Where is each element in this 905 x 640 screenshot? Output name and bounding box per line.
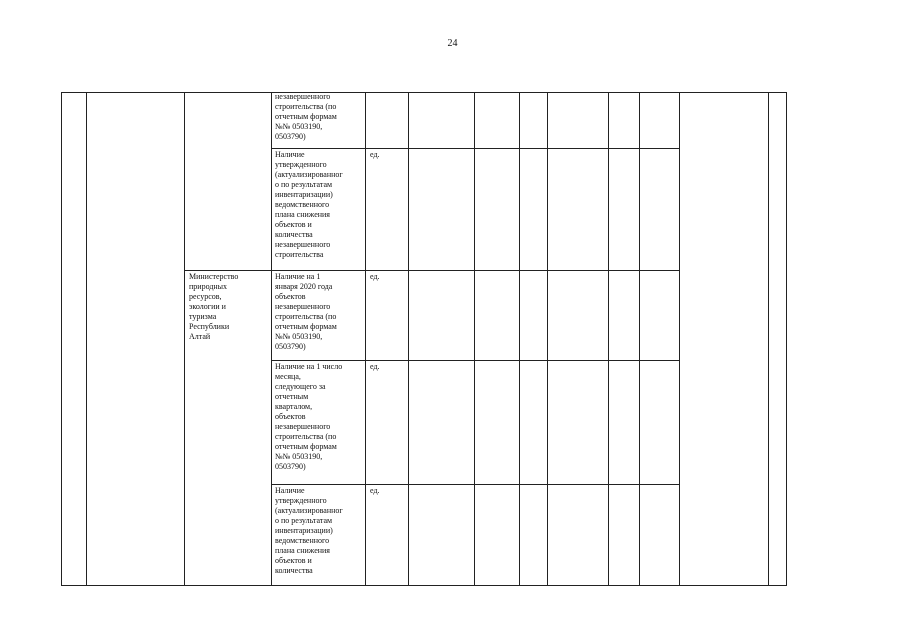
column-border: [768, 92, 769, 586]
unit-cell: ед.: [370, 150, 380, 159]
column-border: [639, 92, 640, 586]
column-border: [365, 92, 366, 586]
column-border: [184, 92, 185, 586]
column-border: [474, 92, 475, 586]
row-divider: [184, 270, 679, 271]
indicator-cell: Наличие на 1 число месяца, следующего за отчетным кварталом, объектов незавершенного строительства (по отчетным формам №№ 0503190, 0503790): [275, 362, 343, 471]
row-divider: [271, 360, 679, 361]
indicator-cell: незавершенного строительства (по отчетным формам №№ 0503190, 0503790): [275, 92, 337, 141]
column-border: [547, 92, 548, 586]
column-border: [519, 92, 520, 586]
column-border: [86, 92, 87, 586]
column-border: [271, 92, 272, 586]
indicator-cell: Наличие утвержденного (актуализированног о по результатам инвентаризации) ведомственного плана снижения объектов и количества: [275, 486, 343, 575]
column-border: [679, 92, 680, 586]
table-top-border: [61, 92, 786, 93]
indicator-cell: Наличие на 1 января 2020 года объектов незавершенного строительства (по отчетным формам №№ 0503190, 0503790): [275, 272, 337, 351]
unit-cell: ед.: [370, 486, 380, 495]
unit-cell: ед.: [370, 272, 380, 281]
ministry-cell: Министерство природных ресурсов, экологии и туризма Республики Алтай: [189, 272, 239, 341]
row-divider: [271, 148, 679, 149]
table-bottom-border: [61, 585, 786, 586]
column-border: [408, 92, 409, 586]
column-border: [786, 92, 787, 586]
page-number: 24: [447, 38, 458, 49]
column-border: [608, 92, 609, 586]
indicator-cell: Наличие утвержденного (актуализированног о по результатам инвентаризации) ведомственного плана снижения объектов и количества незавершенного строительства: [275, 150, 343, 259]
row-divider: [271, 484, 679, 485]
unit-cell: ед.: [370, 362, 380, 371]
column-border: [61, 92, 62, 586]
